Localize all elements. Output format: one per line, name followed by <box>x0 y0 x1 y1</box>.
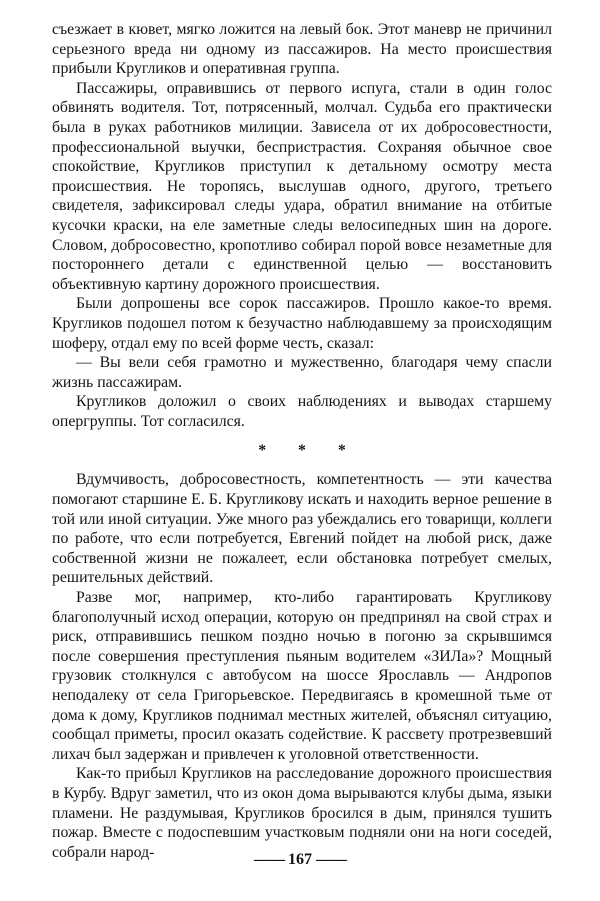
book-page-text <box>52 20 552 862</box>
paragraph-qualities: Вдумчивость, добросовестность, компетентность — эти качества помогают старшине Е. Б. Кругликову искать и находить верное решение в той или иной ситуации. Уже много раз убеждались его товарищи, коллеги по работе, что если потребуется, Евгений пойдет на любой риск, даже собственной жизни не пожалеет, если обстановка потребует смелых, решительных действий. <box>52 471 552 587</box>
paragraph-interrogation: Были допрошены все сорок пассажиров. Прошло какое-то время. Кругликов подошел потом к безучастно наблюдавшему за происходящим шоферу, отдал ему по всей форме честь, сказал: <box>52 295 552 352</box>
paragraph-fire: Как-то прибыл Кругликов на расследование дорожного происшествия в Курбу. Вдруг заметил, что из окон дома вырываются клубы дыма, языки пламени. Не раздумывая, Кругликов бросился в дым, принялся тушить пожар. Вместе с подоспевшим участковым подняли они на ноги соседей, собрали народ- <box>52 765 552 861</box>
folio-dash-right: —— <box>316 851 346 868</box>
section-break-asterisks: * * * <box>258 442 360 460</box>
paragraph-passengers: Пассажиры, оправившись от первого испуга, стали в один голос обвинять водителя. Тот, потрясенный, молчал. Судьба его практически была в руках работников милиции. Зависела от их добросовестности, профессиональной выучки, беспристрастия. Сохраняя обычное свое спокойствие, Кругликов приступил к детальному осмотру места происшествия. Не торопясь, выслушав одного, другого, третьего свидетеля, зафиксировал следы удара, обратил внимание на отбитые кусочки краски, на еле заметные следы велосипедных шин на дороге. Словом, добросовестно, кропотливо собирал порой вовсе незаметные для постороннего детали с единственной целью — восстановить объективную картину дорожного происшествия. <box>52 79 552 293</box>
paragraph-chase: Разве мог, например, кто-либо гарантировать Кругликову благополучный исход операции, которую он предпринял на свой страх и риск, отправившись пешком поздно ночью в погоню за скрывшимся после совершения преступления пьяным водителем «ЗИЛа»? Мощный грузовик столкнулся с автобусом на шоссе Ярославль — Андропов неподалеку от села Григорьевское. Передвигаясь в кромешной тьме от дома к дому, Кругликов поднимал местных жителей, объяснял ситуацию, сообщал приметы, просил оказать содействие. К рассвету протрезвевший лихач был задержан и привлечен к уголовной ответственности. <box>52 589 552 763</box>
page-number-footer <box>0 851 600 869</box>
page-number: 167 <box>288 851 312 868</box>
paragraph-report: Кругликов доложил о своих наблюдениях и выводах старшему опергруппы. Тот согласился. <box>52 393 552 430</box>
folio-dash-left: —— <box>254 851 284 868</box>
paragraph-continuation: съезжает в кювет, мягко ложится на левый бок. Этот маневр не причинил серьезного вреда ни одному из пассажиров. На место происшествия прибыли Кругликов и оперативная группа. <box>52 21 552 78</box>
paragraph-quote: — Вы вели себя грамотно и мужественно, благодаря чему спасли жизнь пассажирам. <box>52 354 552 391</box>
